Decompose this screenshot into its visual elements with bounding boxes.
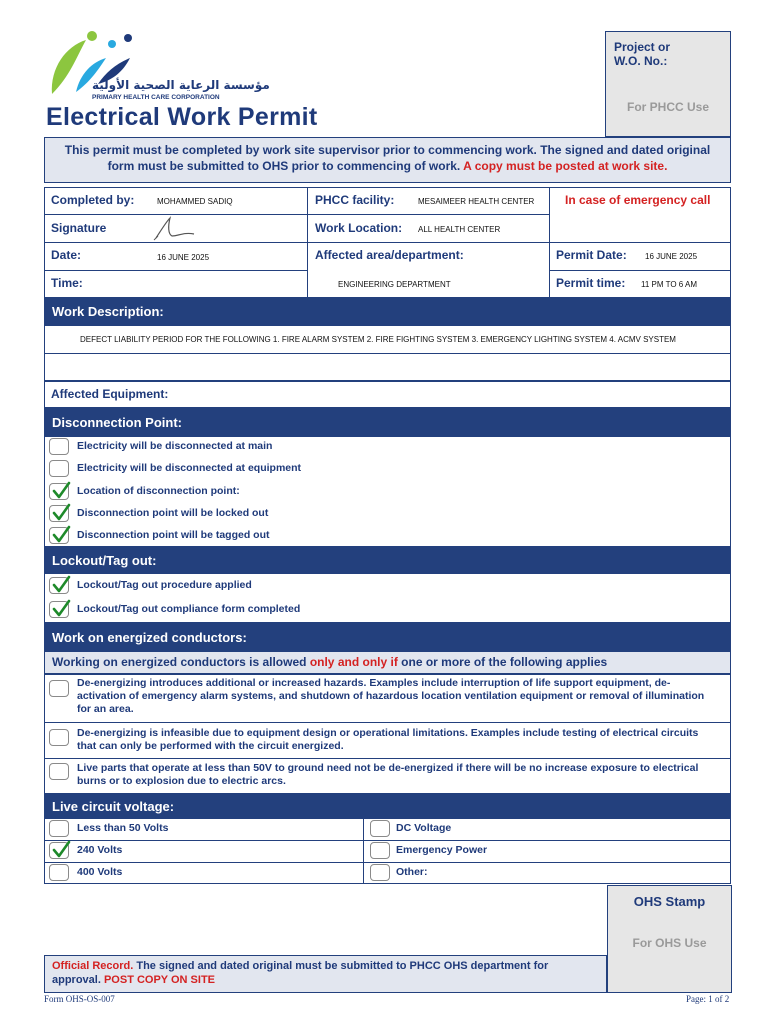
checkbox[interactable] [49,820,69,837]
checkmark-icon [51,839,71,859]
notice-red-text: A copy must be posted at work site. [463,159,668,173]
date-label: Date: [51,248,82,262]
project-box [605,31,731,137]
checkbox-label: Location of disconnection point: [77,485,240,497]
energized-intro-red: only and only if [309,655,398,669]
form-number: Form OHS-OS-007 [44,994,115,1004]
phcc-use-label: For PHCC Use [626,100,709,114]
checkbox-label: Other: [396,866,428,878]
checkbox-label: Lockout/Tag out procedure applied [77,579,252,591]
checkbox-label: Live parts that operate at less than 50V to ground need not be de-energized if there will be no increase exposure to electrical burns or to explosion due to electric arcs. [77,762,699,787]
permit-time-label: Permit time: [556,276,626,290]
signature-label: Signature [51,221,107,235]
official-record-box [44,955,607,993]
checkbox[interactable] [49,842,69,859]
permit-time-value[interactable]: 11 PM TO 6 AM [641,280,698,289]
work-description-heading: Work Description: [44,298,731,325]
checkbox[interactable] [370,820,390,837]
energized-intro [44,651,731,674]
date-value[interactable]: 16 JUNE 2025 [157,253,210,262]
affected-equipment-label: Affected Equipment: [51,387,169,401]
checkbox-label: 240 Volts [77,844,123,856]
checkmark-icon [51,598,71,618]
checkbox-label: 400 Volts [77,866,123,878]
work-location-value[interactable]: ALL HEALTH CENTER [418,225,501,234]
logo-english: PRIMARY HEALTH CARE CORPORATION [92,94,220,101]
signature-icon [150,214,198,244]
energized-heading: Work on energized conductors: [44,623,731,651]
checkbox-label: De-energizing introduces additional or increased hazards. Examples include interruption of life support equipment, de-activation of emergency alarm systems, and shutdown of hazardous location ventilation equipment or removal of illumination for an area. [77,677,705,715]
voltage-heading: Live circuit voltage: [44,794,731,818]
notice-box [44,137,731,183]
disconnection-heading: Disconnection Point: [44,408,731,436]
official-record-red: Official Record. [52,960,134,972]
facility-value[interactable]: MESAIMEER HEALTH CENTER [418,197,535,206]
checkbox[interactable] [49,505,69,522]
checkmark-icon [51,574,71,594]
checkmark-icon [51,502,71,522]
lockout-heading: Lockout/Tag out: [44,547,731,573]
facility-label: PHCC facility: [315,193,395,207]
checkbox-label: DC Voltage [396,822,452,834]
page-number: Page: 1 of 2 [686,994,730,1004]
affected-area-value[interactable]: ENGINEERING DEPARTMENT [338,280,451,289]
checkbox-label: Disconnection point will be tagged out [77,529,270,541]
checkbox[interactable] [49,483,69,500]
checkbox[interactable] [370,842,390,859]
ohs-use-label: For OHS Use [632,936,707,950]
notice-text: This permit must be completed by work site supervisor prior to commencing work. The signed and dated original form must be submitted to OHS prior to commencing of work. [64,143,711,173]
permit-date-label: Permit Date: [556,248,627,262]
checkbox[interactable] [49,577,69,594]
checkbox[interactable] [49,763,69,780]
checkbox-label: Less than 50 Volts [77,822,169,834]
completed-by-label: Completed by: [51,193,135,207]
official-record-text: The signed and dated original must be submitted to PHCC OHS department for approval. [52,960,549,986]
project-label: Project or W.O. No.: [614,40,671,68]
emergency-label: In case of emergency call [565,193,711,207]
checkbox-label: Electricity will be disconnected at main [77,440,273,452]
checkbox-label: Disconnection point will be locked out [77,507,269,519]
checkbox[interactable] [49,527,69,544]
energized-intro-b: one or more of the following applies [397,655,608,669]
checkbox[interactable] [49,438,69,455]
page-title: Electrical Work Permit [46,103,318,131]
ohs-stamp-box [607,885,732,993]
energized-intro-a: Working on energized conductors is allowed [52,655,310,669]
ohs-stamp-title: OHS Stamp [633,894,706,909]
logo-arabic: مؤسسة الرعاية الصحية الأولية [92,78,270,92]
checkbox-label: Emergency Power [396,844,488,856]
checkbox[interactable] [49,680,69,697]
permit-date-value[interactable]: 16 JUNE 2025 [645,252,698,261]
checkmark-icon [51,480,71,500]
checkbox[interactable] [49,864,69,881]
checkbox-label: Lockout/Tag out compliance form completed [77,603,301,615]
checkbox-label: De-energizing is infeasible due to equipment design or operational limitations. Examples include testing of electrical circuits that can only be performed with the circuit energized. [77,727,699,752]
checkbox[interactable] [49,460,69,477]
checkbox[interactable] [49,601,69,618]
checkmark-icon [51,524,71,544]
checkbox-label: Electricity will be disconnected at equipment [77,462,302,474]
time-label: Time: [51,276,83,290]
phcc-logo [46,28,270,104]
checkbox[interactable] [49,729,69,746]
affected-area-label: Affected area/department: [315,248,464,262]
work-location-label: Work Location: [315,221,403,235]
completed-by-value[interactable]: MOHAMMED SADIQ [157,197,233,206]
checkbox[interactable] [370,864,390,881]
work-description-text[interactable]: DEFECT LIABILITY PERIOD FOR THE FOLLOWING 1. FIRE ALARM SYSTEM 2. FIRE FIGHTING SYSTEM 3. EMERGENCY LIGHTING SYSTEM 4. ACMV SYSTEM [80,335,676,344]
post-copy-red: POST COPY ON SITE [103,974,216,986]
